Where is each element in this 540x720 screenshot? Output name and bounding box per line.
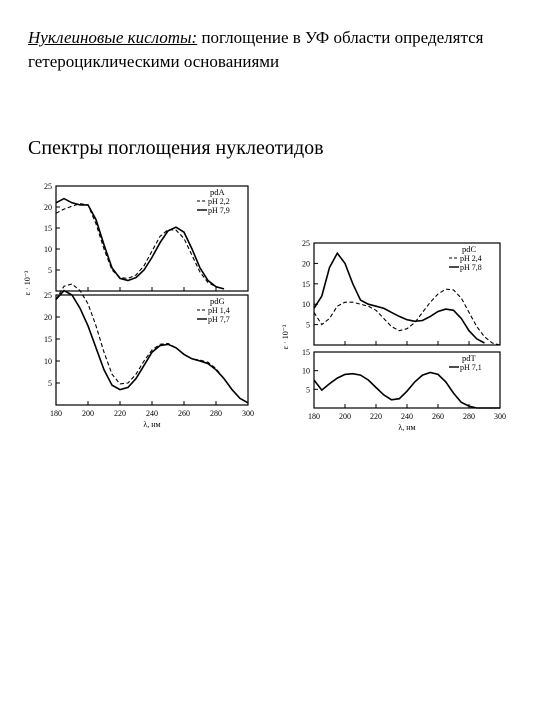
pdt-x-axis-label: λ, нм bbox=[398, 423, 416, 432]
pda-legend-entry: pH 2,2 bbox=[208, 197, 230, 206]
pdc-ytick-label: 5 bbox=[306, 320, 310, 330]
pdt-series-line-solid bbox=[314, 373, 500, 409]
pdg-xtick-label: 260 bbox=[178, 409, 190, 418]
pdt-xtick-label: 300 bbox=[494, 412, 506, 421]
pdg-ytick-label: 10 bbox=[44, 357, 52, 366]
pdt-ytick-label: 15 bbox=[302, 348, 310, 357]
pdg-xtick-label: 180 bbox=[50, 409, 62, 418]
pdg-xtick-label: 220 bbox=[114, 409, 126, 418]
pdt-xtick-label: 280 bbox=[463, 412, 475, 421]
pdc-legend-title: pdC bbox=[462, 244, 477, 254]
pda-ytick-label: 5 bbox=[48, 266, 52, 275]
pdc-legend-entry: pH 2,4 bbox=[460, 254, 482, 263]
pda-ytick-label: 25 bbox=[44, 182, 52, 191]
pda-ytick-label: 10 bbox=[44, 245, 52, 254]
heading-rest: поглощение в УФ области определятся гетероциклическими основаниями bbox=[28, 28, 484, 71]
pdg-legend-title: pdG bbox=[210, 296, 225, 306]
pdt-xtick-label: 260 bbox=[432, 412, 444, 421]
pdg-ytick-label: 5 bbox=[48, 379, 52, 388]
pdt-xtick-label: 180 bbox=[308, 412, 320, 421]
pda-legend-entry: pH 7,9 bbox=[208, 206, 230, 215]
pdc-series-line-dashed bbox=[314, 289, 500, 345]
pda-ytick-label: 20 bbox=[44, 203, 52, 212]
slide-subheading: Спектры поглощения нуклеотидов bbox=[28, 137, 324, 159]
pdt-legend-entry: pH 7,1 bbox=[460, 363, 482, 372]
pdt-legend-title: pdT bbox=[462, 353, 476, 363]
pda-legend-title: pdA bbox=[210, 187, 225, 197]
pda-series-line-solid bbox=[56, 199, 224, 289]
pdc-ytick-label: 10 bbox=[302, 300, 310, 310]
pdc-ytick-label: 20 bbox=[302, 259, 310, 269]
pda-series-line-dashed bbox=[56, 204, 224, 289]
pdc-ytick-label: 15 bbox=[302, 279, 310, 289]
pdg-ytick-label: 15 bbox=[44, 335, 52, 344]
pda-y-axis-label: ε · 10⁻³ bbox=[23, 270, 32, 296]
pdg-xtick-label: 200 bbox=[82, 409, 94, 418]
pdg-x-axis-label: λ, нм bbox=[143, 420, 161, 429]
pdt-xtick-label: 220 bbox=[370, 412, 382, 421]
pdt-ytick-label: 10 bbox=[302, 366, 310, 376]
pdg-xtick-label: 240 bbox=[146, 409, 158, 418]
pdc-legend-entry: pH 7,8 bbox=[460, 263, 482, 272]
pdg-legend-entry: pH 1,4 bbox=[208, 306, 230, 315]
pdc-ytick-label: 25 bbox=[302, 239, 310, 248]
pdg-legend-entry: pH 7,7 bbox=[208, 315, 230, 324]
pdg-ytick-label: 25 bbox=[44, 291, 52, 300]
pdg-xtick-label: 280 bbox=[210, 409, 222, 418]
pdg-ytick-label: 20 bbox=[44, 313, 52, 322]
pdc-y-axis-label: ε · 10⁻³ bbox=[281, 324, 290, 350]
pda-ytick-label: 15 bbox=[44, 224, 52, 233]
pdt-ytick-label: 5 bbox=[306, 385, 310, 395]
pdg-xtick-label: 300 bbox=[242, 409, 254, 418]
heading-lead: Нуклеиновые кислоты: bbox=[28, 28, 198, 47]
pdt-xtick-label: 240 bbox=[401, 412, 413, 421]
pdt-xtick-label: 200 bbox=[339, 412, 351, 421]
